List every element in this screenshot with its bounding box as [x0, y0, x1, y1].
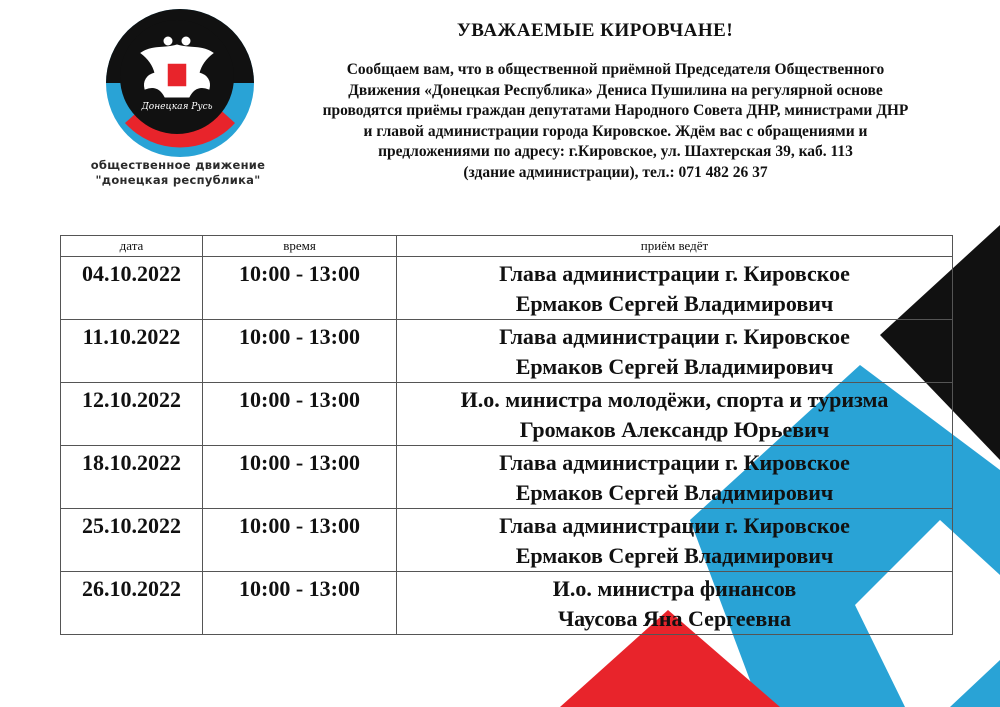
host-name: Ермаков Сергей Владимирович [515, 480, 834, 505]
host-cell [397, 383, 953, 446]
host-name: Громаков Александр Юрьевич [519, 417, 830, 442]
time-cell: 10:00 - 13:00 [203, 446, 397, 509]
host-cell [397, 509, 953, 572]
intro-line: и главой администрации города Кировское. Ждём вас с обращениями и [363, 122, 868, 140]
host-title: Глава администрации г. Кировское [499, 324, 850, 349]
host-cell [397, 572, 953, 635]
column-header-date: дата [61, 236, 203, 257]
time-cell: 10:00 - 13:00 [203, 257, 397, 320]
logo-emblem-label: Донецкая Русь [141, 102, 213, 112]
time-cell: 10:00 - 13:00 [203, 383, 397, 446]
date-cell: 18.10.2022 [61, 446, 203, 509]
logo-caption-line: "донецкая республика" [95, 173, 261, 187]
intro-line: Движения «Донецкая Республика» Дениса Пушилина на регулярной основе [348, 81, 883, 99]
table-row [61, 446, 953, 509]
host-title: Глава администрации г. Кировское [499, 261, 850, 286]
table-row [61, 383, 953, 446]
intro-line: предложениями по адресу: г.Кировское, ул. Шахтерская 39, каб. 113 [378, 143, 853, 160]
time-cell: 10:00 - 13:00 [203, 572, 397, 635]
date-cell: 12.10.2022 [61, 383, 203, 446]
host-name: Ермаков Сергей Владимирович [515, 543, 834, 568]
time-cell: 10:00 - 13:00 [203, 509, 397, 572]
date-cell: 11.10.2022 [61, 320, 203, 383]
column-header-time: время [203, 236, 397, 257]
intro-line: проводятся приёмы граждан депутатами Народного Совета ДНР, министрами ДНР [322, 102, 909, 119]
column-header-host: приём ведёт [397, 236, 953, 257]
table-row [61, 572, 953, 635]
host-cell [397, 446, 953, 509]
table-row [61, 509, 953, 572]
date-cell: 25.10.2022 [61, 509, 203, 572]
host-title: Глава администрации г. Кировское [499, 450, 850, 475]
host-title: И.о. министра молодёжи, спорта и туризма [460, 387, 889, 412]
table-row [61, 320, 953, 383]
host-cell [397, 320, 953, 383]
date-cell: 04.10.2022 [61, 257, 203, 320]
intro-line: Сообщаем вам, что в общественной приёмной Председателя Общественного [346, 61, 885, 78]
intro-paragraph [248, 60, 983, 183]
table-header-row [61, 236, 953, 257]
host-name: Ермаков Сергей Владимирович [515, 354, 834, 379]
date-cell: 26.10.2022 [61, 572, 203, 635]
host-title: И.о. министра финансов [552, 576, 797, 601]
host-name: Чаусова Яна Сергеевна [558, 606, 791, 631]
host-title: Глава администрации г. Кировское [499, 513, 850, 538]
logo-caption-line: общественное движение [90, 158, 266, 172]
table-row [61, 257, 953, 320]
schedule-table [60, 235, 953, 635]
intro-line: (здание администрации), тел.: 071 482 26 37 [463, 163, 768, 181]
page-title: УВАЖАЕМЫЕ КИРОВЧАНЕ! [456, 20, 734, 41]
host-cell [397, 257, 953, 320]
time-cell: 10:00 - 13:00 [203, 320, 397, 383]
host-name: Ермаков Сергей Владимирович [515, 291, 834, 316]
